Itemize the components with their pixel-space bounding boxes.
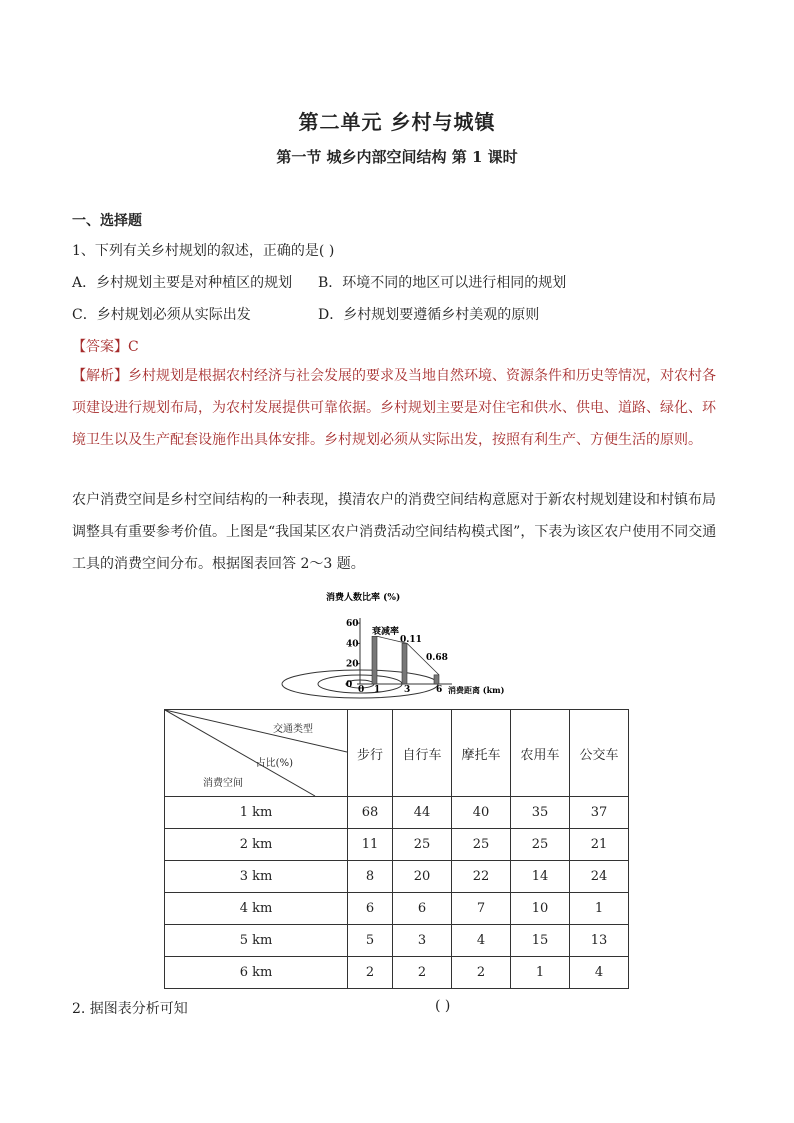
col-header: 公交车: [570, 710, 629, 797]
cell: 4: [452, 925, 511, 957]
cell: 40: [452, 797, 511, 829]
table-row: [165, 797, 629, 829]
cell: 10: [511, 893, 570, 925]
diagonal-lines: [165, 710, 347, 796]
row-label: 2 km: [165, 829, 348, 861]
cell: 2: [452, 957, 511, 989]
bar-6km: [434, 675, 439, 684]
analysis-paragraph: [72, 360, 724, 456]
cell: 1: [570, 893, 629, 925]
section-heading: 一、选择题: [72, 213, 142, 229]
answer-line: [72, 336, 139, 356]
col-header: 摩托车: [452, 710, 511, 797]
table-row: [165, 925, 629, 957]
cell: 25: [452, 829, 511, 861]
table-diagonal-header: [165, 710, 348, 797]
cell: 44: [393, 797, 452, 829]
row-label: 4 km: [165, 893, 348, 925]
x-axis-label: 消费距离 (km): [448, 685, 505, 695]
y-tick-label: 0: [346, 680, 353, 690]
question-2-stem: 2. 据图表分析可知: [72, 1001, 188, 1017]
transport-table: [164, 709, 629, 989]
intro-paragraph: 农户消费空间是乡村空间结构的一种表现，摸清农户的消费空间结构意愿对于新农村规划建设和村镇布局调整具有重要参考价值。上图是“我国某区农户消费活动空间结构模式图”，下表为该区农户使用不同交通工具的消费空间分布。根据图表回答 2～3 题。: [72, 492, 717, 572]
bar-1km: [372, 636, 377, 684]
answer-tag: 【答案】: [72, 339, 128, 355]
y-tick-label: 40: [346, 639, 359, 650]
diag-mid-label: 占比(%): [255, 758, 293, 769]
table-row: [165, 861, 629, 893]
page-subtitle: 第一节 城乡内部空间结构 第 1 课时: [276, 148, 518, 166]
table-row: [165, 829, 629, 861]
analysis-text: 乡村规划是根据农村经济与社会发展的要求及当地自然环境、资源条件和历史等情况，对农村各项建设进行规划布局，为农村发展提供可靠依据。乡村规划主要是对住宅和供水、供电、道路、绿化、环境卫生以及生产配套设施作出具体安排。乡村规划必须从实际出发，按照有利生产、方便生活的原则。: [72, 368, 716, 448]
chart-title: 消费人数比率 (%): [326, 593, 401, 603]
answer-value: C: [128, 339, 139, 355]
question-1-stem: 1、下列有关乡村规划的叙述，正确的是( ): [72, 243, 335, 259]
question-2-paren: ( ): [435, 998, 451, 1014]
table-row: [165, 957, 629, 989]
table-header-row: [165, 710, 629, 797]
row-label: 3 km: [165, 861, 348, 893]
cell: 5: [348, 925, 393, 957]
row-label: 6 km: [165, 957, 348, 989]
y-tick-label: 20: [346, 659, 359, 670]
row-label: 5 km: [165, 925, 348, 957]
col-header: 自行车: [393, 710, 452, 797]
cell: 21: [570, 829, 629, 861]
cell: 37: [570, 797, 629, 829]
cell: 22: [452, 861, 511, 893]
cell: 68: [348, 797, 393, 829]
cell: 6: [393, 893, 452, 925]
cell: 20: [393, 861, 452, 893]
analysis-tag: 【解析】: [72, 368, 128, 384]
col-header: 步行: [348, 710, 393, 797]
cell: 14: [511, 861, 570, 893]
cell: 35: [511, 797, 570, 829]
decay-label-2: 0.68: [426, 653, 448, 663]
x-tick-label: 3: [404, 685, 411, 695]
bar-3km: [402, 643, 407, 684]
cell: 24: [570, 861, 629, 893]
option-a: A．乡村规划主要是对种植区的规划: [72, 275, 293, 291]
cell: 7: [452, 893, 511, 925]
cell: 25: [511, 829, 570, 861]
x-tick-label: 1: [374, 685, 381, 695]
cell: 3: [393, 925, 452, 957]
cell: 15: [511, 925, 570, 957]
option-b: B．环境不同的地区可以进行相同的规划: [318, 275, 567, 291]
cell: 2: [348, 957, 393, 989]
x-tick-label: 0: [358, 685, 365, 695]
page-title: 第二单元 乡村与城镇: [298, 110, 496, 134]
table-row: [165, 893, 629, 925]
decay-label-1: 0.11: [400, 635, 422, 645]
cell: 6: [348, 893, 393, 925]
cell: 11: [348, 829, 393, 861]
consumption-space-chart: [280, 588, 520, 700]
x-tick-label: 6: [436, 685, 443, 695]
decay-annotation: 衰减率: [372, 627, 400, 637]
diag-top-label: 交通类型: [273, 724, 313, 735]
cell: 13: [570, 925, 629, 957]
option-d: D．乡村规划要遵循乡村美观的原则: [318, 307, 540, 323]
col-header: 农用车: [511, 710, 570, 797]
cell: 4: [570, 957, 629, 989]
diag-bottom-label: 消费空间: [203, 778, 243, 789]
option-c: C．乡村规划必须从实际出发: [72, 307, 251, 323]
cell: 8: [348, 861, 393, 893]
cell: 2: [393, 957, 452, 989]
row-label: 1 km: [165, 797, 348, 829]
y-tick-label: 60: [346, 619, 359, 630]
cell: 1: [511, 957, 570, 989]
cell: 25: [393, 829, 452, 861]
